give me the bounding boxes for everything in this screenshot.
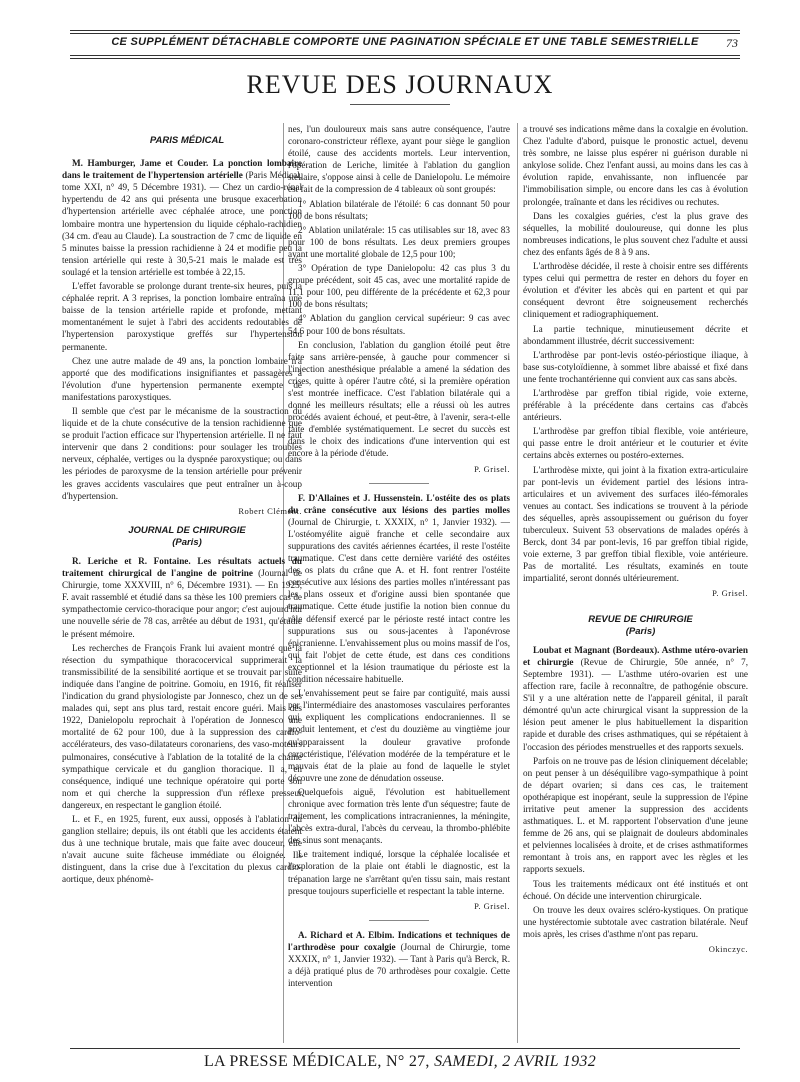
separator	[369, 483, 429, 484]
article-paragraph: L. et F., en 1925, furent, eux aussi, opposés à l'ablation du ganglion stellaire; depuis, ils ont établi que les accidents étaient dus à une technique brutale, mais que faite avec douceur, elle n'avait aucune suite fâcheuse immédiate ou éloignée. Ils distinguent, dans la crise due à l'excitation du plexus cardio-aortique, deux phénomè-	[62, 813, 302, 885]
article-paragraph: L'arthrodèse décidée, il reste à choisir entre ses différents types celui qui permettra de rester en dehors du foyer en évolution et d'éviter les abcès qui en partent et qui par conséquent devront être soigneusement recherchés cliniquement et radiographiquement.	[523, 261, 748, 320]
article-paragraph: Le traitement indiqué, lorsque la céphalée localisée et l'exploration de la plaie ont établi le diagnostic, est la trépanation large ne s'arrêtant qu'en tissu sain, mais restant presque toujours superficielle et respectant la table interne.	[288, 849, 510, 896]
list-item: 1° Ablation bilatérale de l'étoilé: 6 cas donnant 50 pour 100 de bons résultats;	[288, 198, 510, 221]
page-number: 73	[726, 36, 738, 50]
article-paragraph: Les recherches de François Frank lui avaient montré que la résection du sympathique thoracocervical supprimerait la transmissibilité de la sensibilité aortique et se trouvait par suite indiquée dans l'angine de poitrine. Gomoiu, en 1916, fit réaliser l'indication du grand physiologiste par Jonnesco, chez un de ses malades qui, sept ans plus tard, restait encore guéri. Mais dès 1922, Danielopolu reprochait à l'opération de Jonnesco une mortalité de 62 pour 100, due à la suppression des cardio-accélérateurs, des vaso-dilatateurs coronariens, des vaso-moteurs pulmonaires, consécutive à l'ablation de la totalité de la chaîne sympathique cervicale et du ganglion thoracique. Il a, en conséquence, indiqué une technique opératoire qui porte son nom et qui cherche la suppression d'un réflexe presseur dangereux, en respectant le ganglion étoilé.	[62, 642, 302, 810]
article-paragraph: L'effet favorable se prolonge durant trente-six heures, puis la céphalée reprit. A 3 reprises, la ponction lombaire entraîna une baisse de la tension artérielle rapide et profonde, mettant momentanément le sujet à l'abri des accidents redoutables de l'hypertension paroxystique greffés sur l'hypertension permanente.	[62, 281, 302, 352]
footer-rule	[70, 1048, 740, 1049]
article-paragraph: En conclusion, l'ablation du ganglion étoilé peut être faite sans arrière-pensée, à gauche pour commencer si l'injection anesthésique préalable a amené la sédation des crises, quitte à opérer l'autre côté, si la première opération s'est montrée inefficace. C'est l'ablation bilatérale qui a donné les meilleurs résultats; elle a réussi où les autres procédés avaient échoué, et peut-être, à l'avenir, sera-t-elle faite d'emblée systématiquement. Le secret du succès est dans le choix des indications d'une intervention qui est encore à la période d'étude.	[288, 339, 510, 459]
section-subtitle: (Paris)	[625, 625, 656, 637]
author-signature: P. Grisel.	[474, 900, 510, 911]
section-title: REVUE DE CHIRURGIE	[588, 613, 693, 625]
footer-date: 2 AVRIL 1932	[502, 1053, 597, 1070]
list-item: 4° Ablation du ganglion cervical supérieur: 9 cas avec 54,6 pour 100 de bons résultats.	[288, 313, 510, 336]
article-paragraph: On trouve les deux ovaires scléro-kystiques. On pratique une hystérectomie subtotale avec castration bilatérale. Neuf mois après, les crises d'asthme n'ont pas reparu.	[523, 904, 748, 939]
article-paragraph: Chez une autre malade de 49 ans, la ponction lombaire n'a apporté que des modifications insignifiantes et passagères à l'évolution d'une hypertension permanente exempte de manifestations paroxystiques.	[62, 355, 302, 402]
column-1	[62, 123, 302, 888]
list-item: 3° Opération de type Danielopolu: 42 cas plus 3 du groupe précédent, soit 45 cas, avec une mortalité rapide de 11,1 pour 100, peu différente de la précédente et 62,3 pour 100 de bons résultats;	[288, 263, 510, 310]
author-signature: P. Grisel.	[474, 463, 510, 474]
article-body: F. D'Allaines et J. Hussenstein. L'ostéite des os plats du crâne consécutive aux lésions des parties molles (Journal de Chirurgie, t. XXXIX, n° 1, Janvier 1932). — L'ostéomyélite aiguë franche et celle secondaire aux suppurations des cavités aériennes écartées, il reste l'ostéite traumatique. C'est dans cette dernière variété des ostéites des os plats du crâne que A. et H. font rentrer l'ostéite consécutive aux lésions des parties molles n'intéressant pas les plans osseux et d'origine aussi bien spontanée que traumatique. Cette étude justifie la notion bien connue du rôle défensif exercé par le périoste resté intact contre les suppurations sus ou sous-jacentes à l'aponévrose épicranienne. L'envahissement plus ou moins massif de l'os, qui fait l'objet de cette étude, est dans ces conditions exceptionnel et la lésion traumatique du périoste est la condition nécessaire habituelle.	[288, 492, 510, 685]
article-body: Loubat et Magnant (Bordeaux). Asthme utéro-ovarien et chirurgie (Revue de Chirurgie, 50e année, n° 7, Septembre 1931). — L'asthme utéro-ovarien est une affection rare, facile à reconnaître, de pathogénie obscure. S'il y a une altération nette de l'appareil génital, il paraît démontré qu'un acte chirurgical visant la suppression de la lésion peut amener le plus habituellement la disparition rapide et durable des crises asthmatiques, qui se répétaient à l'occasion des périodes menstruelles et des rapports sexuels.	[523, 644, 748, 752]
article-paragraph: La partie technique, minutieusement décrite et abondamment illustrée, décrit successivement:	[523, 323, 748, 346]
section-title: PARIS MÉDICAL	[149, 135, 225, 146]
author-signature: Robert Clément.	[238, 505, 302, 516]
masthead-underline	[350, 104, 450, 105]
author-signature: P. Grisel.	[712, 588, 748, 599]
supplement-banner: CE SUPPLÉMENT DÉTACHABLE COMPORTE UNE PAGINATION SPÉCIALE ET UNE TABLE SEMESTRIELLE	[111, 36, 699, 48]
top-rule	[70, 55, 740, 56]
article-lead: F. D'Allaines et J. Hussenstein. L'ostéite des os plats du crâne consécutive aux lésions des parties molles	[288, 492, 510, 515]
article-paragraph: L'envahissement peut se faire par contiguïté, mais aussi par l'intermédiaire des anastomoses vasculaires perforantes qui expliquent les complications endocraniennes. Il se produit lentement, et c'est du douzième au vingtième jour qu'apparaissent la douleur gravative profonde caractéristique, l'élévation modérée de la température et le mauvais état de la plaie au fond de laquelle le stylet découvre une zone de dénudation osseuse.	[288, 688, 510, 783]
masthead-title: REVUE DES JOURNAUX	[246, 70, 554, 99]
article-paragraph: Parfois on ne trouve pas de lésion cliniquement décelable; on peut penser à un déséquilibre vago-sympathique à point de départ ovarien; si dans ces cas, le traitement opothérapique est inopérant, seule la suppression de l'épine irritative peut amener la suppression des accidents asthmatiques. L. et M. rapportent l'observation d'une jeune femme de 26 ans, qui se plaignait de douleurs abdominales et pelviennes localisées à droite, et de crises asthmatiformes remontant à trois ans, en rapport avec les règles et les rapports sexuels.	[523, 755, 748, 875]
list-item: L'arthrodèse mixte, qui joint à la fixation extra-articulaire par pont-levis un évidement partiel des lésions intra-articulaires et un avivement des surfaces iléo-fémorales venues au contact. Ses indications se trouvent à la période des séquelles, après assoupissement ou guérison du foyer tuberculeux. Suivent 53 observations de malades opérés à Berck, dont 34 par pont-levis, 16 par greffon tibial rigide, voie externe, 3 par greffon tibial flexible, voie antérieure. Pas de mortalité. Les résultats, examinés en toute impartialité, seront donnés ultérieurement.	[523, 464, 748, 584]
article-paragraph: a trouvé ses indications même dans la coxalgie en évolution. Chez l'adulte d'abord, puisque le pronostic actuel, devenu très sombre, ne laisse plus espérer ni guérison durable ni ankylose solide. Chez l'enfant aussi, au moins dans les cas à évolution rapide, envahissante, non influencée par l'immobilisation simple, ou encore dans les cas à évolution prolongée, traînante et dans les récidives ou rechutes.	[523, 124, 748, 207]
article-paragraph: Tous les traitements médicaux ont été institués et ont échoué. On décide une intervention chirurgicale.	[523, 878, 748, 901]
separator	[369, 920, 429, 921]
author-signature: Okinczyc.	[708, 944, 748, 954]
top-rule	[70, 30, 740, 31]
top-rule	[70, 58, 740, 59]
section-title: JOURNAL DE CHIRURGIE	[128, 524, 246, 536]
article-lead: Loubat et Magnant (Bordeaux). Asthme utéro-ovarien et chirurgie	[523, 644, 748, 667]
list-item: L'arthrodèse par greffon tibial rigide, voie externe, préférable à la précédente dans certains cas d'abcès antérieurs.	[523, 387, 748, 423]
article-paragraph: Dans les coxalgies guéries, c'est la plus grave des séquelles, la mobilité douloureuse, qui donne les plus nombreuses indications, le plus souvent chez l'adulte et aussi chez des enfants âgés de 8 à 9 ans.	[523, 210, 748, 257]
article-paragraph: nes, l'un douloureux mais sans autre conséquence, l'autre coronaro-constricteur réflexe, ayant pour siège le ganglion étoilé, cause des accidents mortels. Leur intervention, l'opération de Leriche, limitée à l'ablation du ganglion stellaire, s'oppose ainsi à celle de Danielopolu. Le mémoire est fait de la compression de 4 tableaux où sont groupés:	[288, 124, 510, 195]
column-divider	[517, 123, 518, 1043]
article-paragraph: Quelquefois aiguë, l'évolution est habituellement chronique avec formation très lente d'un séquestre; faute de traitement, les complications intracraniennes, la méningite, l'abcès extra-dural, l'abcès du cerveau, la thrombo-phlébite des sinus sont menaçants.	[288, 786, 510, 846]
article-lead: R. Leriche et R. Fontaine. Les résultats actuels du traitement chirurgical de l'angine de poitrine	[62, 556, 302, 579]
article-body: M. Hamburger, Jame et Couder. La ponction lombaire dans le traitement de l'hypertension artérielle (Paris Médical, tome XXI, n° 49, 5 Décembre 1931). — Chez un cardio-rénal hypertendu de 42 ans qui présenta une brusque exacerbation d'hypertension artérielle avec céphalée atroce, une ponction lombaire montra une hypertension du liquide céphalo-rachidien (34 cm. d'eau au Claude). La soustraction de 7 cmc de liquide en 5 minutes baisse la pression rachidienne à 24 et modifie peu la tension artérielle qui reste à 30,5-21 mais le malade est très soulagé et la tension artérielle est tombée à 22,15.	[62, 158, 302, 277]
list-item: L'arthrodèse par greffon tibial flexible, voie antérieure, qui passe entre le droit antérieur et le couturier et évite certains abcès externes ou postéro-externes.	[523, 426, 748, 461]
article-body: A. Richard et A. Elbim. Indications et techniques de l'arthrodèse pour coxalgie (Journal de Chirurgie, tome XXXIX, n° 1, Janvier 1932). — Tant à Paris qu'à Berck, R. a déjà pratiqué plus de 70 arthrodèses pour coxalgie. Cette intervention	[288, 929, 511, 989]
footer	[0, 1053, 800, 1071]
article-lead: A. Richard et A. Elbim. Indications et techniques de l'arthrodèse pour coxalgie	[288, 929, 510, 952]
column-3	[523, 123, 748, 963]
article-paragraph: Il semble que c'est par le mécanisme de la soustraction du liquide et de la chute consécutive de la tension rachidienne que se produit l'action efficace sur l'hypertension artérielle. Il ne faut intervenir que dans 2 conditions: pour soulager les troubles nerveux, céphalée, vertiges ou la dyspnée paroxystique; ou dans les périodes de paroxysme de la tension artérielle pour prévenir les graves accidents vasculaires que peut entraîner un à-coup d'hypertension.	[62, 405, 302, 501]
article-lead: M. Hamburger, Jame et Couder. La ponction lombaire dans le traitement de l'hypertension artérielle	[62, 158, 302, 181]
top-rule	[70, 33, 740, 34]
footer-publication: LA PRESSE MÉDICALE, N° 27,	[203, 1053, 430, 1070]
section-subtitle: (Paris)	[172, 536, 202, 548]
column-2	[288, 123, 510, 991]
list-item: 2° Ablation unilatérale: 15 cas utilisables sur 18, avec 83 pour 100 de bons résultats. Les deux premiers groupes ayant une mortalité globale de 12,5 pour 100;	[288, 224, 510, 259]
footer-day: SAMEDI,	[434, 1053, 498, 1070]
list-item: L'arthrodèse par pont-levis ostéo-périostique iliaque, à base sus-cotyloïdienne, à sommet libre abaissé et fixé dans une fente trochantérienne qui convient aux cas sans abcès.	[523, 349, 748, 384]
article-body: R. Leriche et R. Fontaine. Les résultats actuels du traitement chirurgical de l'angine de poitrine (Journal de Chirurgie, tome XXXVIII, n° 6, Décembre 1931). — En 1925, F. avait rassemblé et étudié dans sa thèse les 100 premiers cas de sympathectomie cervico-thoracique pour angor; c'est aujourd'hui une nouvelle série de 78 cas, arrêtée au début de 1931, qu'étudie le présent mémoire.	[62, 556, 302, 639]
